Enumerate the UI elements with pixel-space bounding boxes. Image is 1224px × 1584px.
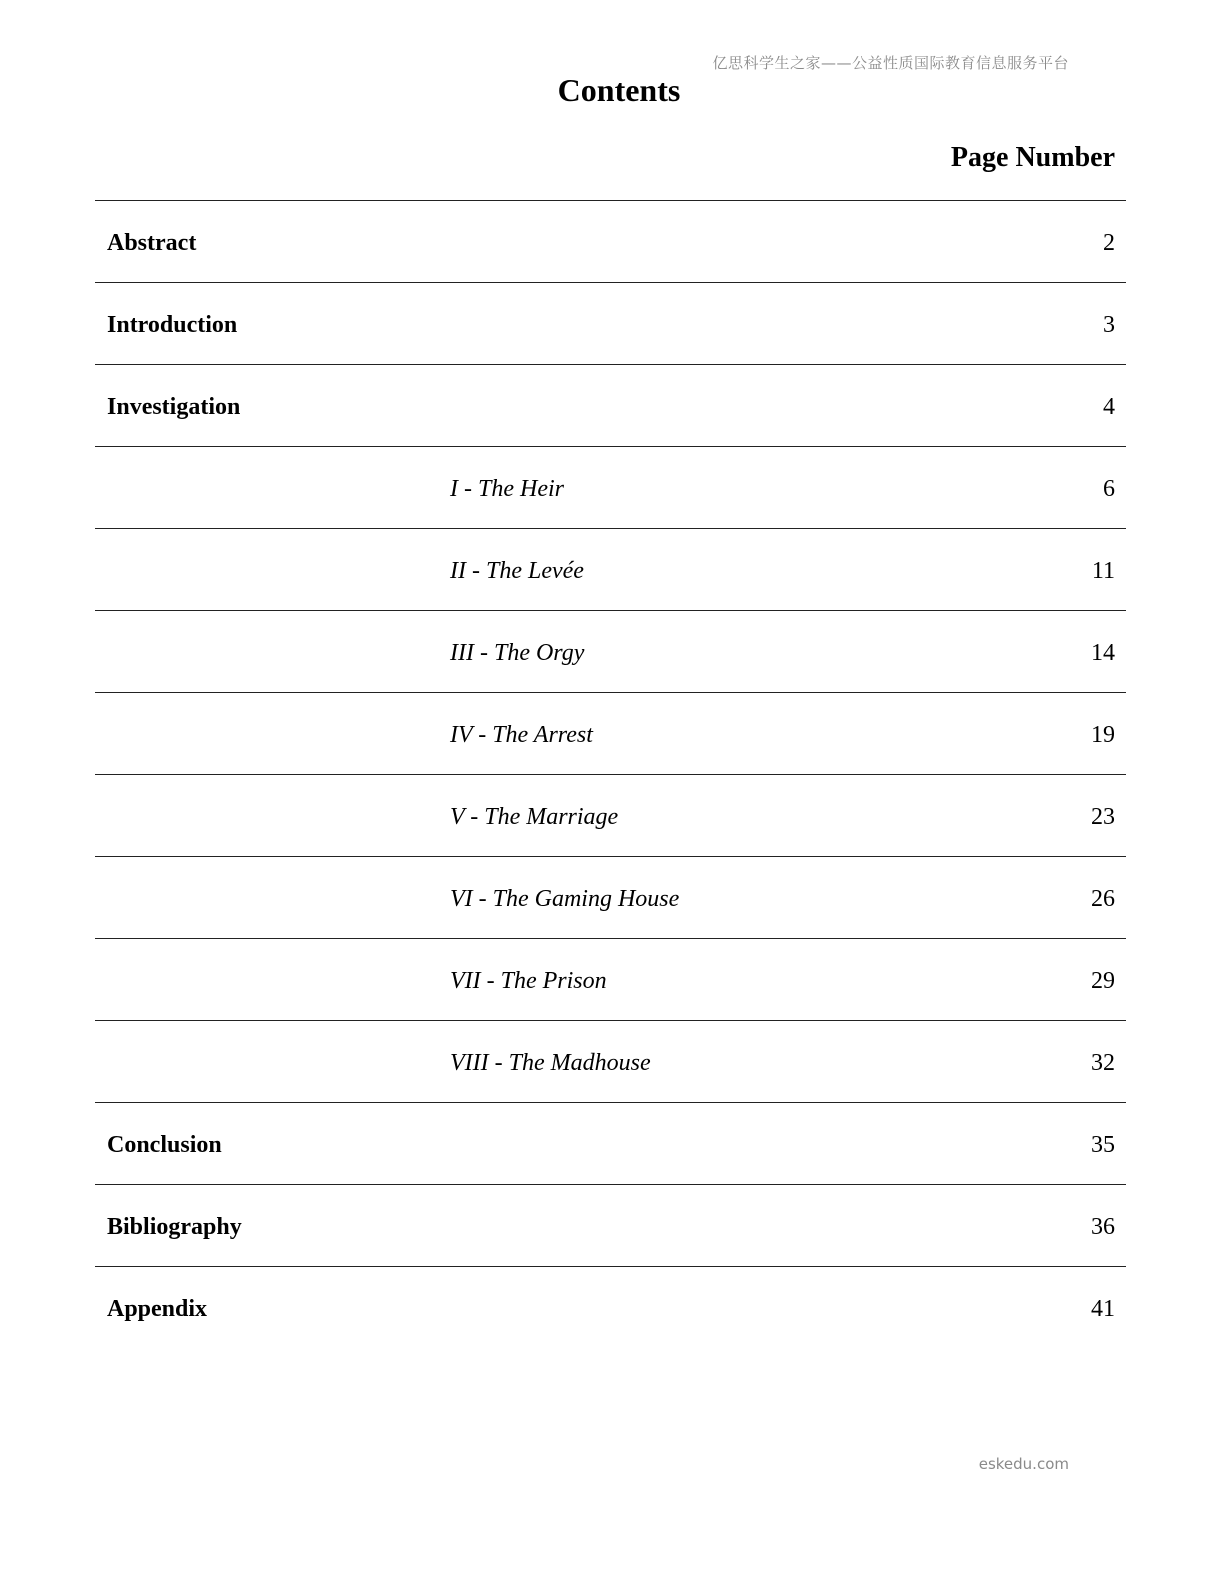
toc-subentry-label: IV - The Arrest xyxy=(450,722,593,748)
toc-row-the-levee[interactable] xyxy=(95,528,1126,610)
toc-row-abstract[interactable] xyxy=(95,200,1126,282)
toc-entry-page: 2 xyxy=(1103,230,1115,256)
toc-entry-page: 32 xyxy=(1091,1050,1115,1076)
toc-row-the-madhouse[interactable] xyxy=(95,1020,1126,1102)
toc-row-investigation[interactable] xyxy=(95,364,1126,446)
watermark-top-text: 亿思科学生之家——公益性质国际教育信息服务平台 xyxy=(712,54,1069,72)
toc-subentry-label: VII - The Prison xyxy=(450,968,607,994)
toc-row-the-marriage[interactable] xyxy=(95,774,1126,856)
watermark-bottom-text: eskedu.com xyxy=(978,1455,1069,1473)
toc-row-bibliography[interactable] xyxy=(95,1184,1126,1266)
toc-entry-label: Introduction xyxy=(107,312,238,338)
toc-row-the-gaming-house[interactable] xyxy=(95,856,1126,938)
toc-row-the-orgy[interactable] xyxy=(95,610,1126,692)
toc-subentry-label: I - The Heir xyxy=(450,476,564,502)
toc-row-the-arrest[interactable] xyxy=(95,692,1126,774)
toc-entry-page: 3 xyxy=(1103,312,1115,338)
toc-entry-page: 14 xyxy=(1091,640,1115,666)
page-title: Contents xyxy=(557,72,681,108)
toc-entry-label: Abstract xyxy=(107,230,197,256)
toc-subentry-label: III - The Orgy xyxy=(450,640,585,666)
toc-entry-label: Conclusion xyxy=(107,1132,222,1158)
toc-entry-page: 35 xyxy=(1091,1132,1115,1158)
toc-entry-label: Bibliography xyxy=(107,1214,242,1240)
toc-entry-page: 11 xyxy=(1091,558,1115,584)
page-number-column-header: Page Number xyxy=(950,142,1115,173)
toc-entry-page: 19 xyxy=(1091,722,1115,748)
toc-entry-page: 29 xyxy=(1091,968,1115,994)
toc-entry-label: Appendix xyxy=(107,1296,208,1322)
toc-subentry-label: VIII - The Madhouse xyxy=(450,1050,651,1076)
table-of-contents xyxy=(95,200,1126,1348)
toc-row-the-heir[interactable] xyxy=(95,446,1126,528)
toc-entry-page: 4 xyxy=(1103,394,1115,420)
toc-entry-page: 23 xyxy=(1091,804,1115,830)
toc-row-conclusion[interactable] xyxy=(95,1102,1126,1184)
toc-entry-page: 41 xyxy=(1091,1296,1115,1322)
toc-subentry-label: II - The Levée xyxy=(450,558,584,584)
toc-subentry-label: VI - The Gaming House xyxy=(450,886,680,912)
toc-entry-page: 26 xyxy=(1091,886,1115,912)
toc-row-introduction[interactable] xyxy=(95,282,1126,364)
toc-entry-page: 36 xyxy=(1091,1214,1115,1240)
toc-subentry-label: V - The Marriage xyxy=(450,804,619,830)
toc-entry-page: 6 xyxy=(1103,476,1115,502)
toc-entry-label: Investigation xyxy=(107,394,241,420)
toc-row-the-prison[interactable] xyxy=(95,938,1126,1020)
toc-row-appendix[interactable] xyxy=(95,1266,1126,1348)
